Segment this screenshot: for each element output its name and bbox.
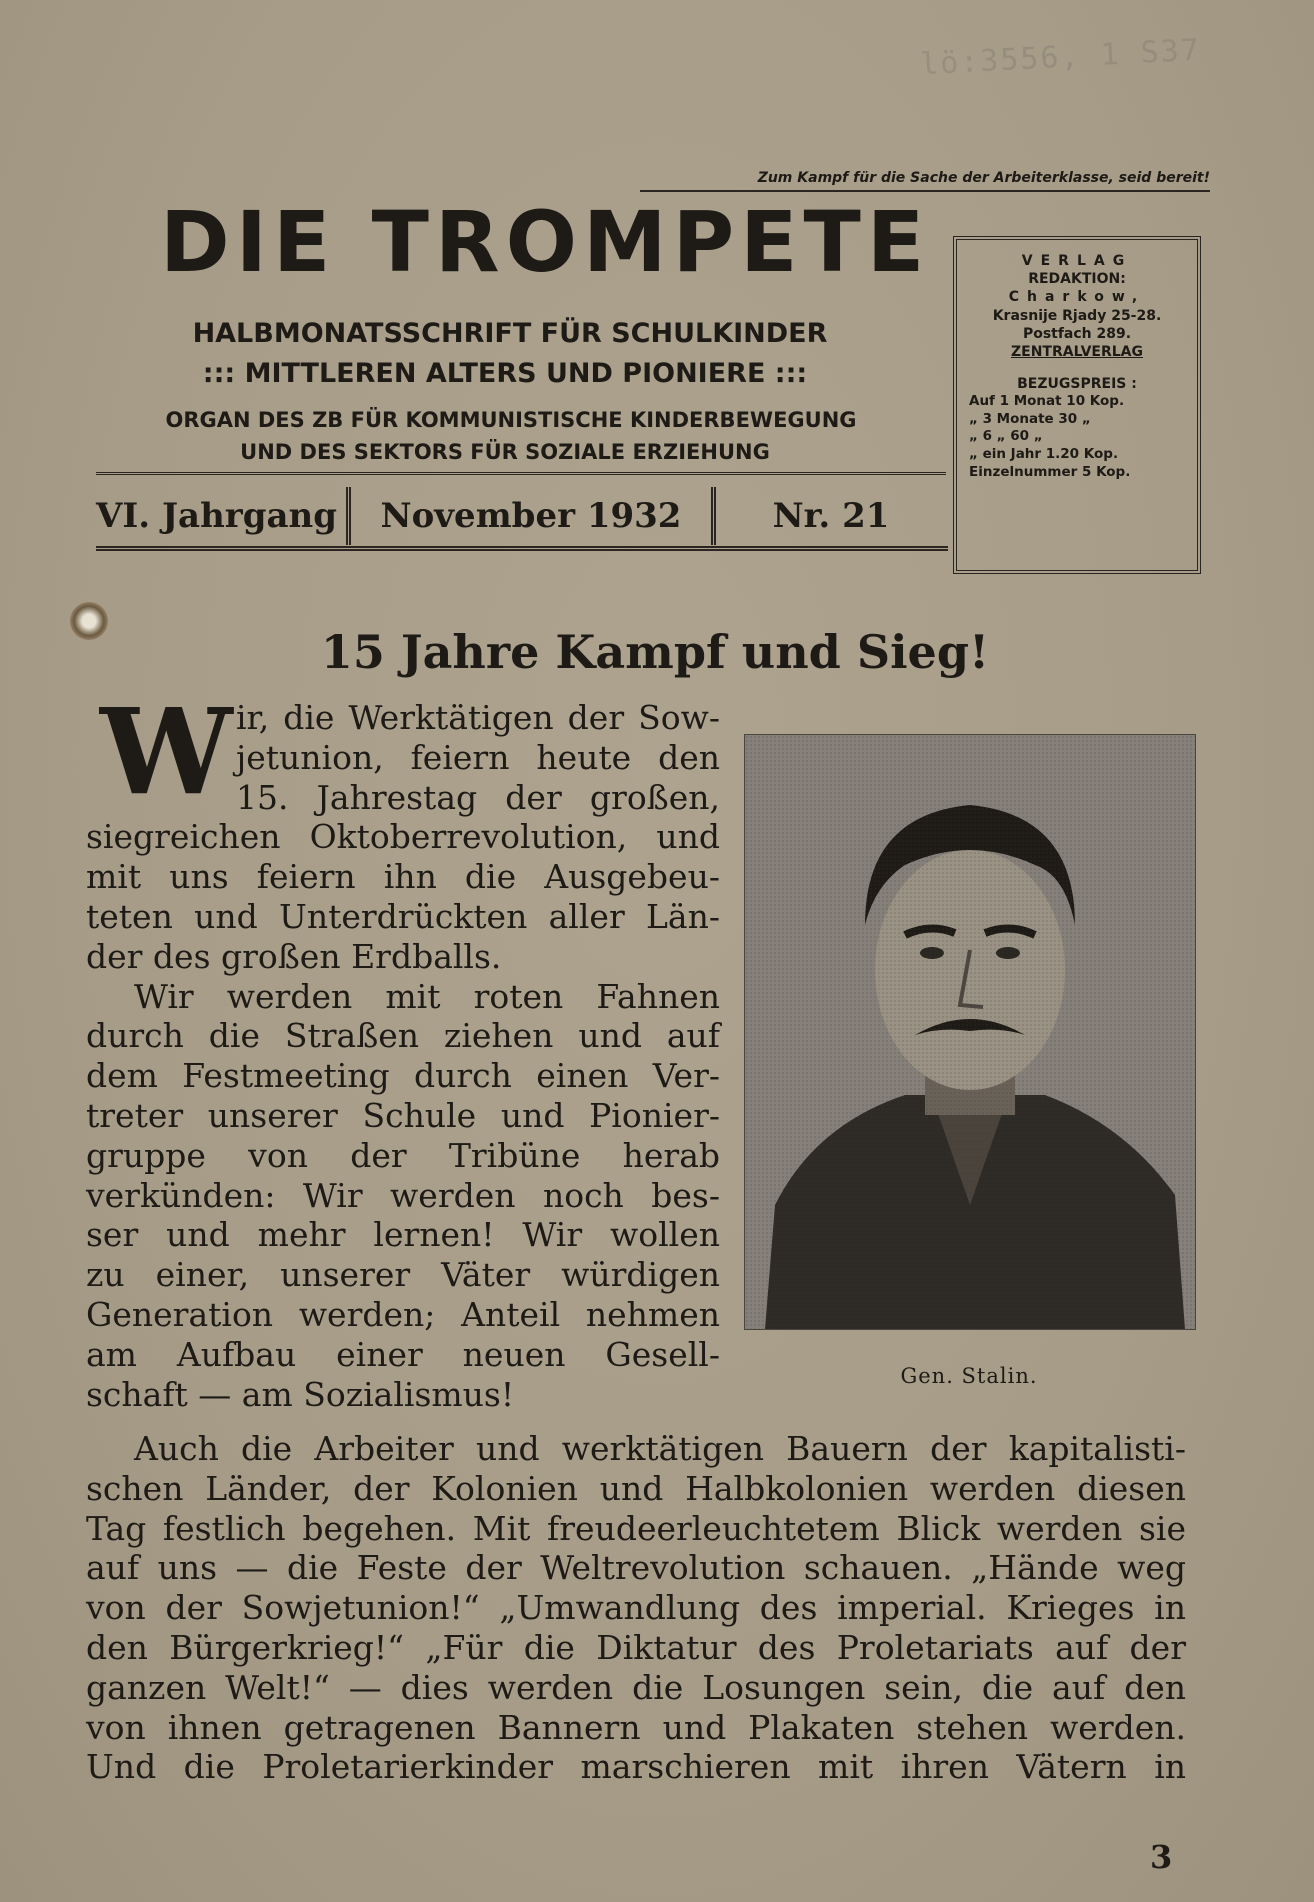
- article-headline: 15 Jahre Kampf und Sieg!: [320, 625, 990, 679]
- paper-hole-mark: [70, 602, 108, 640]
- article-column: [86, 698, 720, 1414]
- price-row: Einzelnummer 5 Kop.: [969, 463, 1131, 480]
- masthead-organ-2: UND DES SEKTORS FÜR SOZIALE ERZIEHUNG: [240, 440, 770, 464]
- portrait-photo: [744, 734, 1196, 1330]
- pencil-annotation: lö:3556, 1 S37: [919, 32, 1202, 83]
- text-line: schen Länder, der Kolonien und Halbkolonien werden diesen: [86, 1468, 1186, 1508]
- publisher-box: [953, 236, 1201, 574]
- masthead-motto: Zum Kampf für die Sache der Arbeiterklasse, seid bereit!: [640, 170, 1210, 192]
- text-line: verkünden: Wir werden noch bes-: [86, 1175, 720, 1215]
- text-line: Tag festlich begehen. Mit freudeerleuchtetem Blick werden sie: [86, 1508, 1186, 1548]
- portrait-illustration: [745, 735, 1195, 1329]
- publisher-name: ZENTRALVERLAG: [1010, 343, 1143, 360]
- text-line: zu einer, unserer Väter würdigen: [86, 1255, 720, 1295]
- price-row: Auf 1 Monat 10 Kop.: [969, 393, 1125, 410]
- masthead-organ-1: ORGAN DES ZB FÜR KOMMUNISTISCHE KINDERBEWEGUNG: [165, 408, 857, 432]
- price-list: [957, 393, 1197, 481]
- text-line: 15. Jahrestag der großen,: [236, 777, 720, 817]
- masthead-title: DIE TROMPETE: [160, 193, 931, 291]
- article-dropcap: W: [100, 682, 233, 821]
- text-line: mit uns feiern ihn die Ausgebeu-: [86, 857, 720, 897]
- text-line: jetunion, feiern heute den: [236, 737, 720, 777]
- text-line: ir, die Werktätigen der Sow-: [236, 698, 720, 737]
- masthead-subtitle-2: ::: MITTLEREN ALTERS UND PIONIERE :::: [202, 358, 808, 389]
- price-row: „ 3 Monate 30 „: [969, 410, 1091, 427]
- publisher-line: REDAKTION:: [1028, 271, 1126, 288]
- issue-date: November 1932: [351, 487, 716, 545]
- masthead-subtitle-1: HALBMONATSSCHRIFT FÜR SCHULKINDER: [192, 318, 828, 349]
- text-line: am Aufbau einer neuen Gesell-: [86, 1334, 720, 1374]
- text-line: treter unserer Schule und Pionier-: [86, 1095, 720, 1135]
- issue-volume: VI. Jahrgang: [96, 487, 351, 545]
- publisher-city: Charkow,: [1008, 289, 1146, 306]
- issue-number: Nr. 21: [772, 496, 890, 536]
- text-line: von ihnen getragenen Bannern und Plakaten stehen werden.: [86, 1707, 1186, 1747]
- price-heading: BEZUGSPREIS :: [1017, 376, 1137, 393]
- text-line: Und die Proletarierkinder marschieren mit ihren Vätern in: [86, 1747, 1186, 1787]
- price-row: „ 6 „ 60 „: [969, 428, 1043, 445]
- text-line: von der Sowjetunion!“ „Umwandlung des imperial. Krieges in: [86, 1588, 1186, 1628]
- publisher-address: Krasnije Rjady 25-28.: [992, 307, 1162, 324]
- price-row: „ ein Jahr 1.20 Kop.: [969, 445, 1119, 462]
- text-line: schaft — am Sozialismus!: [86, 1374, 515, 1414]
- text-line: Generation werden; Anteil nehmen: [86, 1294, 720, 1334]
- text-line: auf uns — die Feste der Weltrevolution schauen. „Hände weg: [86, 1548, 1186, 1588]
- masthead-rule: [96, 472, 946, 479]
- text-line: den Bürgerkrieg!“ „Für die Diktatur des Proletariats auf der: [86, 1627, 1186, 1667]
- text-line: teten und Unterdrückten aller Län-: [86, 896, 720, 936]
- text-line: dem Festmeeting durch einen Ver-: [86, 1056, 720, 1096]
- text-line: durch die Straßen ziehen und auf: [86, 1016, 720, 1056]
- text-line: der des großen Erdballs.: [86, 936, 502, 976]
- issue-info-row: [96, 486, 948, 551]
- photo-caption: Gen. Stalin.: [900, 1364, 1038, 1388]
- text-line: ganzen Welt!“ — dies werden die Losungen sein, die auf den: [86, 1667, 1186, 1707]
- text-line: Wir werden mit roten Fahnen: [134, 976, 720, 1016]
- text-line: siegreichen Oktoberrevolution, und: [86, 817, 720, 857]
- publisher-postbox: Postfach 289.: [1022, 325, 1132, 342]
- text-line: gruppe von der Tribüne herab: [86, 1135, 720, 1175]
- text-line: Auch die Arbeiter und werktätigen Bauern der kapitalisti-: [134, 1429, 1186, 1468]
- page-number: 3: [1150, 1838, 1173, 1876]
- article-body-full: [86, 1429, 1186, 1787]
- text-line: ser und mehr lernen! Wir wollen: [86, 1215, 720, 1255]
- publisher-line: VERLAG: [1021, 253, 1133, 269]
